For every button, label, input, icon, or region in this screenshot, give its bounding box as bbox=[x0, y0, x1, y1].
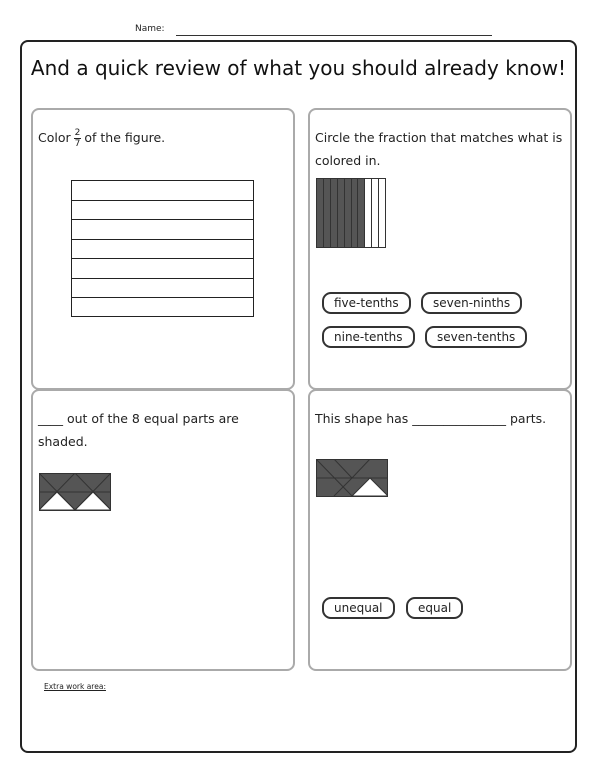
bar-part-shaded bbox=[331, 179, 338, 247]
worksheet bbox=[20, 40, 577, 753]
fraction-numerator: 2 bbox=[74, 128, 81, 138]
fraction bbox=[74, 128, 82, 149]
figure-part[interactable] bbox=[72, 240, 253, 260]
rectangle-triangles-figure bbox=[316, 459, 388, 497]
question-text: This shape has _______________ parts. bbox=[315, 411, 547, 426]
figure-part[interactable] bbox=[72, 201, 253, 221]
bar-part-shaded bbox=[352, 179, 359, 247]
bar-part-shaded bbox=[317, 179, 324, 247]
bar-part-unshaded bbox=[379, 179, 385, 247]
bar-part-unshaded bbox=[365, 179, 372, 247]
figure-part[interactable] bbox=[72, 279, 253, 299]
question-text: Circle the fraction that matches what is colored in. bbox=[315, 130, 563, 168]
bar-part-shaded bbox=[345, 179, 352, 247]
question-panel-circle-fraction bbox=[308, 108, 572, 390]
question-panel-shaded-parts bbox=[31, 389, 295, 671]
option-nine-tenths[interactable]: nine-tenths bbox=[322, 326, 415, 348]
figure-part[interactable] bbox=[72, 181, 253, 201]
fraction-denominator: 7 bbox=[74, 139, 81, 149]
rectangle-triangles-figure bbox=[39, 473, 111, 511]
question-text-after: of the figure. bbox=[84, 130, 166, 145]
figure-part[interactable] bbox=[72, 220, 253, 240]
name-field[interactable] bbox=[176, 35, 492, 36]
bar-part-shaded bbox=[358, 179, 365, 247]
option-equal[interactable]: equal bbox=[406, 597, 463, 619]
question-panel-equal-parts bbox=[308, 389, 572, 671]
figure-part[interactable] bbox=[72, 298, 253, 318]
bar-part-shaded bbox=[324, 179, 331, 247]
question-text: ____ out of the 8 equal parts are shaded. bbox=[38, 411, 239, 449]
bar-model-tenths bbox=[316, 178, 386, 248]
question-panel-color-fraction bbox=[31, 108, 295, 390]
rectangle-figure-7-parts[interactable] bbox=[71, 180, 254, 317]
figure-part[interactable] bbox=[72, 259, 253, 279]
question-text bbox=[38, 126, 288, 149]
name-label: Name: bbox=[135, 24, 165, 34]
name-line bbox=[0, 24, 600, 40]
option-five-tenths[interactable]: five-tenths bbox=[322, 292, 411, 314]
option-seven-tenths[interactable]: seven-tenths bbox=[425, 326, 527, 348]
bar-part-shaded bbox=[338, 179, 345, 247]
extra-work-area-label: Extra work area: bbox=[44, 682, 106, 691]
bar-part-unshaded bbox=[372, 179, 379, 247]
option-unequal[interactable]: unequal bbox=[322, 597, 395, 619]
question-text-before: Color bbox=[38, 130, 71, 145]
option-seven-ninths[interactable]: seven-ninths bbox=[421, 292, 522, 314]
page-title: And a quick review of what you should already know! bbox=[30, 56, 567, 80]
